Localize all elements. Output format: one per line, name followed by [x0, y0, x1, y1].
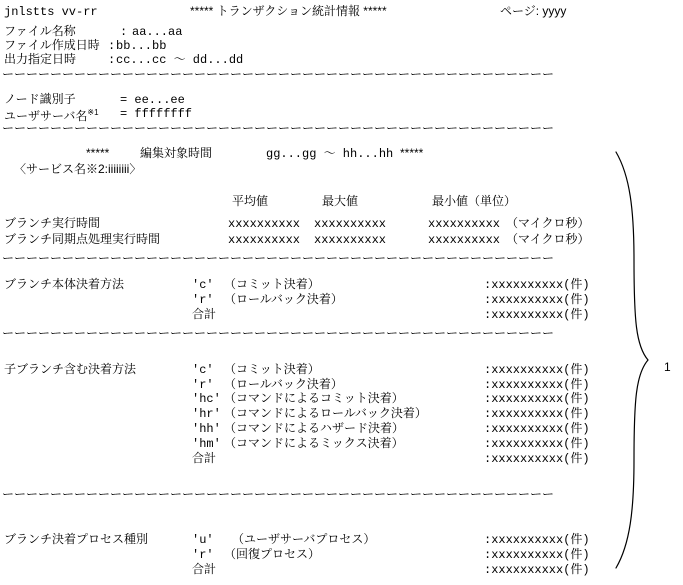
block-2-code-2: 合計 — [192, 562, 217, 576]
block-2-desc-0: （ユーザサーバプロセス） — [232, 532, 376, 546]
stat-row-min-0: xxxxxxxxxx — [428, 217, 501, 231]
block-1-code-1: 'r' — [192, 378, 214, 392]
block-1-desc-3: （コマンドによるロールバック決着） — [224, 406, 427, 420]
service-name-line — [14, 162, 141, 176]
block-1-value-1: :xxxxxxxxxx(件) — [484, 378, 590, 392]
output-time-sep: : — [108, 53, 116, 67]
block-1-value-0: :xxxxxxxxxx(件) — [484, 363, 590, 377]
user-server-label-text: ユーザサーバ名 — [4, 109, 88, 123]
block-2-desc-1: （回復プロセス） — [224, 547, 321, 561]
column-header-avg: 平均値 — [232, 194, 269, 208]
block-1-value-4: :xxxxxxxxxx(件) — [484, 422, 590, 436]
block-title-1: 子ブランチ含む決着方法 — [4, 362, 137, 376]
block-1-value-3: :xxxxxxxxxx(件) — [484, 407, 590, 421]
edit-stars-right: ***** — [400, 146, 424, 160]
edit-stars-left: ***** — [86, 146, 110, 160]
block-0-desc-1: （ロールバック決着） — [224, 292, 343, 306]
block-title-0: ブランチ本体決着方法 — [4, 277, 125, 291]
brace-label: 1 — [664, 360, 671, 374]
stat-row-label-1: ブランチ同期点処理実行時間 — [4, 232, 161, 246]
node-id-value: = ee...ee — [120, 93, 185, 107]
column-header-max: 最大値 — [322, 194, 359, 208]
file-name-value: aa...aa — [132, 25, 183, 39]
stat-row-unit-1: （マイクロ秒） — [506, 232, 590, 246]
separator-line-4: ーーーーーーーーーーーーーーーーーーーーーーーーーーーーーーーーーーーーーーーーーーーーーー — [2, 327, 555, 341]
file-create-sep: : — [108, 39, 116, 53]
block-1-desc-2: （コマンドによるコミット決着） — [224, 391, 404, 405]
file-create-value: bb...bb — [116, 39, 167, 53]
block-1-code-3: 'hr' — [192, 407, 221, 421]
separator-line-5: ーーーーーーーーーーーーーーーーーーーーーーーーーーーーーーーーーーーーーーーーーーーーーー — [2, 488, 555, 502]
block-0-code-1: 'r' — [192, 293, 214, 307]
block-0-desc-0: （コミット決着） — [224, 277, 320, 291]
file-name-label: ファイル名称 — [4, 24, 76, 38]
page-label: ページ: yyyy — [500, 4, 567, 18]
block-0-value-2: :xxxxxxxxxx(件) — [484, 308, 590, 322]
block-0-code-2: 合計 — [192, 307, 217, 321]
stat-row-label-0: ブランチ実行時間 — [4, 216, 101, 230]
block-1-desc-0: （コミット決着） — [224, 362, 320, 376]
user-server-note: ※1 — [87, 108, 99, 117]
command-line: jnlstts vv-rr — [4, 5, 98, 19]
stat-row-avg-1: xxxxxxxxxx — [228, 233, 301, 247]
file-name-sep: : — [120, 25, 128, 39]
separator-line-3: ーーーーーーーーーーーーーーーーーーーーーーーーーーーーーーーーーーーーーーーーーーーーーー — [2, 252, 555, 266]
stat-row-max-0: xxxxxxxxxx — [314, 217, 387, 231]
stat-row-unit-0: （マイクロ秒） — [506, 216, 590, 230]
edit-section-label: 編集対象時間 — [140, 146, 213, 160]
output-time-value: cc...cc 〜 dd...dd — [116, 53, 244, 67]
block-1-code-4: 'hh' — [192, 422, 221, 436]
user-server-value: = ffffffff — [120, 107, 193, 121]
user-server-label — [4, 106, 99, 123]
block-0-code-0: 'c' — [192, 278, 214, 292]
block-1-code-0: 'c' — [192, 363, 214, 377]
block-2-value-0: :xxxxxxxxxx(件) — [484, 533, 590, 547]
block-2-value-2: :xxxxxxxxxx(件) — [484, 563, 590, 577]
block-2-code-0: 'u' — [192, 533, 214, 547]
block-1-desc-4: （コマンドによるハザード決着） — [224, 421, 405, 435]
separator-line-1: ーーーーーーーーーーーーーーーーーーーーーーーーーーーーーーーーーーーーーーーーーーーーーー — [2, 68, 555, 82]
stat-row-max-1: xxxxxxxxxx — [314, 233, 387, 247]
node-id-label: ノード識別子 — [4, 92, 76, 106]
edit-time-range: gg...gg 〜 hh...hh — [266, 147, 394, 161]
block-1-code-5: 'hm' — [192, 437, 221, 451]
block-2-value-1: :xxxxxxxxxx(件) — [484, 548, 590, 562]
block-1-code-6: 合計 — [192, 451, 217, 465]
block-1-desc-5: （コマンドによるミックス決着） — [224, 436, 404, 450]
block-1-value-6: :xxxxxxxxxx(件) — [484, 452, 590, 466]
block-1-value-2: :xxxxxxxxxx(件) — [484, 392, 590, 406]
output-time-label: 出力指定日時 — [4, 52, 77, 66]
block-0-value-1: :xxxxxxxxxx(件) — [484, 293, 590, 307]
block-1-desc-1: （ロールバック決着） — [224, 377, 343, 391]
stat-row-avg-0: xxxxxxxxxx — [228, 217, 301, 231]
section-brace — [612, 150, 652, 570]
service-name-text: 〈サービス名※2:iiiiiiii〉 — [14, 162, 142, 176]
block-2-code-1: 'r' — [192, 548, 214, 562]
file-create-label: ファイル作成日時 — [4, 38, 100, 52]
block-1-code-2: 'hc' — [192, 392, 221, 406]
separator-line-2: ーーーーーーーーーーーーーーーーーーーーーーーーーーーーーーーーーーーーーーーーーーーーーー — [2, 122, 555, 136]
block-0-value-0: :xxxxxxxxxx(件) — [484, 278, 590, 292]
block-1-value-5: :xxxxxxxxxx(件) — [484, 437, 590, 451]
report-title: ***** トランザクション統計情報 ***** — [190, 4, 387, 18]
block-title-2: ブランチ決着プロセス種別 — [4, 532, 149, 546]
column-header-min: 最小値（単位） — [432, 194, 517, 208]
stat-row-min-1: xxxxxxxxxx — [428, 233, 501, 247]
